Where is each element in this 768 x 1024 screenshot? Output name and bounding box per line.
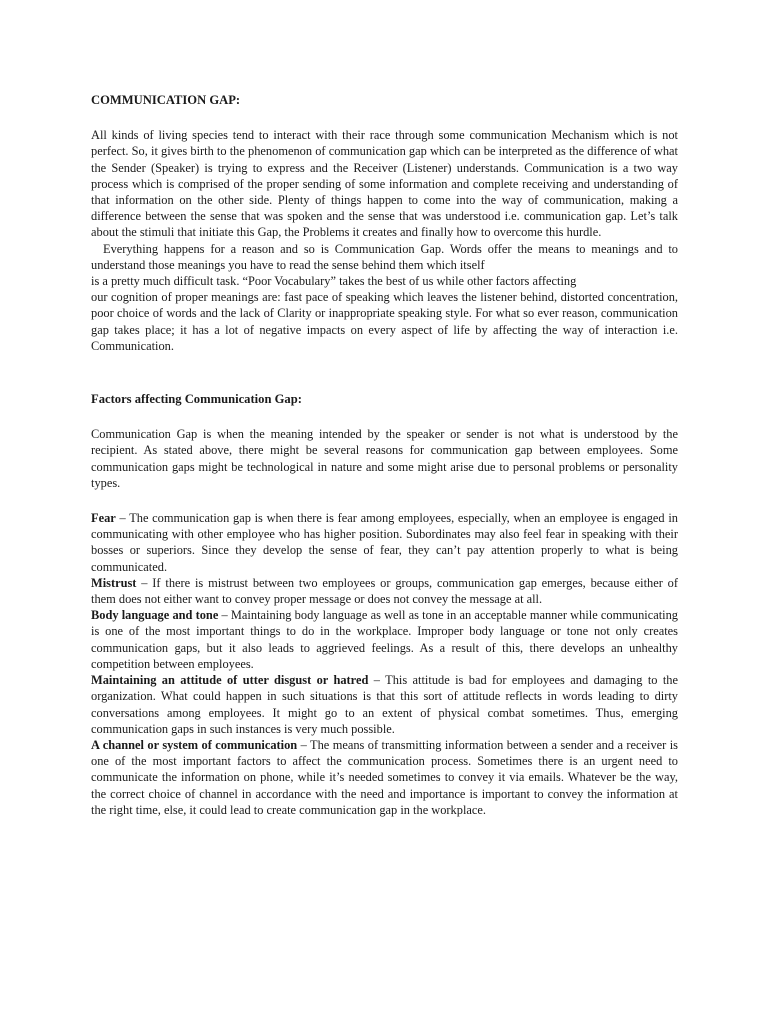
factor-fear — [91, 510, 678, 575]
factor-term: Maintaining an attitude of utter disgust or hatred — [91, 673, 369, 688]
factors-heading: Factors affecting Communication Gap: — [91, 392, 302, 407]
factor-channel — [91, 737, 678, 818]
factor-text: – If there is mistrust between two employees or groups, communication gap emerges, because either of them does not either want to convey proper message or does not convey the message at all. — [91, 575, 678, 607]
factor-body-language — [91, 607, 678, 672]
factor-text: – Maintaining body language as well as tone in an acceptable manner while communicating is one of the most important things to do in the workplace. Improper body language or tone not only creates communication gaps, but it also leads to aggrieved feelings. As a result of this, there develops an unhealthy competition between employees. — [91, 608, 678, 671]
intro-paragraph-2-rest: our cognition of proper meanings are: fast pace of speaking which leaves the listener behind, distorted concentration, poor choice of words and the lack of Clarity or inappropriate speaking style. For what so ever reason, communication gap takes place; it has a lot of negative impacts on every aspect of life by affecting the way of interaction i.e. Communication. — [91, 290, 678, 353]
factor-attitude — [91, 672, 678, 737]
document-page — [91, 92, 678, 818]
intro-paragraph-1: All kinds of living species tend to interact with their race through some communication Mechanism which is not perfect. So, it gives birth to the phenomenon of communication gap which can be interpreted as the difference of what the Sender (Speaker) is trying to express and the Receiver (Listener) understands. Communication is a two way process which is comprised of the proper sending of some information and complete receiving and understanding of that information on the other side. Plenty of things happen to come into the way of communication, making a difference between the sense that was spoken and the sense that was understood i.e. communication gap. Let’s talk about the stimuli that initiate this Gap, the Problems it creates and finally how to overcome this hurdle. — [91, 128, 678, 240]
factor-text: – This attitude is bad for employees and damaging to the organization. What could happen in such situations is that this sort of attitude reflects in words leading to dirty conversations among employees. It might go to an extent of physical combat sometimes. Thus, emerging communication gaps in such instances is very much possible. — [91, 673, 678, 736]
factor-term: Fear — [91, 511, 116, 526]
factors-intro-paragraph: Communication Gap is when the meaning intended by the speaker or sender is not what is understood by the recipient. As stated above, there might be several reasons for communication gap between employees. Some communication gaps might be technological in nature and some might arise due to personal problems or personality types. — [91, 427, 678, 490]
factor-term: A channel or system of communication — [91, 737, 298, 752]
factor-term: Body language and tone — [91, 608, 219, 623]
document-title: COMMUNICATION GAP: — [91, 93, 241, 107]
factor-text: – The means of transmitting information between a sender and a receiver is one of the most important factors to affect the communication process. Sometimes there is an urgent need to communicate the information on phone, while it’s needed sometimes to convey it via emails. Whatever be the way, the correct choice of channel in accordance with the need and importance is important to convey the information at the right time, else, it could lead to create communication gap in the workplace. — [91, 737, 678, 817]
intro-paragraph-2-line-2: is a pretty much difficult task. “Poor Vocabulary” takes the best of us while other factors affecting — [91, 274, 577, 289]
factor-term: Mistrust — [91, 575, 137, 590]
intro-paragraph-2-line-1: Everything happens for a reason and so is Communication Gap. Words offer the means to meanings and to understand those meanings you have to read the sense behind them which itself — [91, 241, 678, 272]
factor-text: – The communication gap is when there is fear among employees, especially, when an employee is engaged in communicating with other employee who has higher position. Subordinates may also feel fear in speaking with their bosses or superiors. Since they develop the sense of fear, they can’t pay attention properly to what is being communicated. — [91, 511, 678, 574]
factor-mistrust — [91, 575, 678, 607]
